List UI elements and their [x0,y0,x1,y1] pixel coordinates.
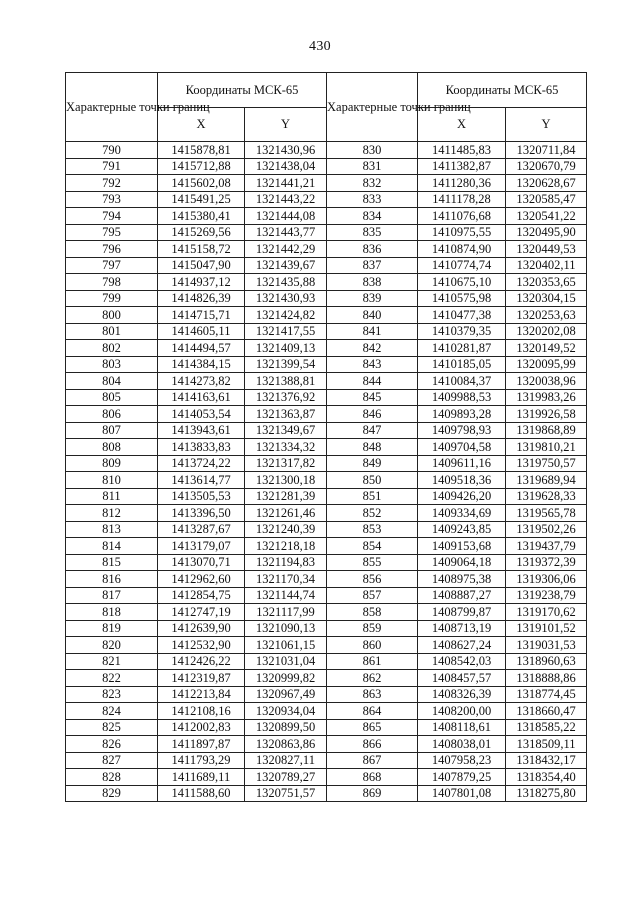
y-value-left: 1321388,81 [245,373,327,390]
point-number-left: 807 [66,422,158,439]
y-value-right: 1319101,52 [506,620,587,637]
point-number-left: 813 [66,521,158,538]
point-number-left: 826 [66,736,158,753]
y-value-left: 1320967,49 [245,686,327,703]
point-number-left: 818 [66,604,158,621]
y-value-right: 1318660,47 [506,703,587,720]
y-value-right: 1318774,45 [506,686,587,703]
table-row [66,422,587,439]
point-number-left: 820 [66,637,158,654]
point-number-left: 795 [66,224,158,241]
x-header-left: X [158,108,245,142]
x-value-right: 1411485,83 [418,142,506,159]
table-row [66,653,587,670]
x-value-left: 1414053,54 [158,406,245,423]
y-value-left: 1321117,99 [245,604,327,621]
point-number-left: 812 [66,505,158,522]
x-value-left: 1411689,11 [158,769,245,786]
x-value-left: 1415380,41 [158,208,245,225]
x-value-left: 1413724,22 [158,455,245,472]
x-value-left: 1413287,67 [158,521,245,538]
x-value-right: 1410281,87 [418,340,506,357]
x-value-left: 1413179,07 [158,538,245,555]
y-value-left: 1321376,92 [245,389,327,406]
x-value-right: 1408038,01 [418,736,506,753]
coords-header-right: Координаты МСК-65 [418,73,587,108]
point-number-right: 860 [327,637,418,654]
table-row [66,257,587,274]
table-row [66,670,587,687]
point-number-left: 804 [66,373,158,390]
point-number-right: 864 [327,703,418,720]
y-value-left: 1321031,04 [245,653,327,670]
x-value-left: 1415269,56 [158,224,245,241]
table-row [66,488,587,505]
point-number-right: 836 [327,241,418,258]
y-value-left: 1320899,50 [245,719,327,736]
point-number-left: 821 [66,653,158,670]
x-value-left: 1414384,15 [158,356,245,373]
y-value-right: 1320449,53 [506,241,587,258]
y-value-right: 1318354,40 [506,769,587,786]
point-number-right: 847 [327,422,418,439]
x-value-left: 1415158,72 [158,241,245,258]
point-number-left: 798 [66,274,158,291]
y-value-right: 1319810,21 [506,439,587,456]
x-value-right: 1410874,90 [418,241,506,258]
y-value-right: 1319170,62 [506,604,587,621]
x-value-right: 1409704,58 [418,439,506,456]
table-row [66,373,587,390]
table-row [66,719,587,736]
y-value-right: 1319565,78 [506,505,587,522]
point-number-left: 817 [66,587,158,604]
y-value-right: 1318585,22 [506,719,587,736]
y-value-left: 1320751,57 [245,785,327,802]
x-value-right: 1408713,19 [418,620,506,637]
point-number-right: 852 [327,505,418,522]
y-value-right: 1320402,11 [506,257,587,274]
y-value-right: 1318275,80 [506,785,587,802]
point-number-right: 853 [327,521,418,538]
table-row [66,406,587,423]
table-body [66,142,587,802]
points-header-right: Характерные точки границ [327,73,418,142]
point-number-left: 790 [66,142,158,159]
x-value-left: 1414605,11 [158,323,245,340]
y-value-left: 1321424,82 [245,307,327,324]
x-value-left: 1414826,39 [158,290,245,307]
y-value-right: 1319031,53 [506,637,587,654]
x-value-left: 1414163,61 [158,389,245,406]
point-number-left: 791 [66,158,158,175]
point-number-right: 855 [327,554,418,571]
table-row [66,571,587,588]
y-value-right: 1320095,99 [506,356,587,373]
y-header-right: Y [506,108,587,142]
y-value-right: 1319238,79 [506,587,587,604]
table-row [66,274,587,291]
point-number-left: 827 [66,752,158,769]
table-row [66,356,587,373]
y-value-right: 1319983,26 [506,389,587,406]
y-value-left: 1321439,67 [245,257,327,274]
x-value-left: 1411588,60 [158,785,245,802]
coordinates-table [65,72,587,802]
x-value-right: 1411076,68 [418,208,506,225]
point-number-right: 834 [327,208,418,225]
point-number-right: 844 [327,373,418,390]
y-value-left: 1321409,13 [245,340,327,357]
point-number-left: 805 [66,389,158,406]
y-value-left: 1321441,21 [245,175,327,192]
y-value-right: 1320304,15 [506,290,587,307]
table-row [66,340,587,357]
point-number-right: 867 [327,752,418,769]
y-value-left: 1321442,29 [245,241,327,258]
table-row [66,703,587,720]
x-value-right: 1408799,87 [418,604,506,621]
point-number-left: 819 [66,620,158,637]
x-value-left: 1412639,90 [158,620,245,637]
y-value-left: 1321444,08 [245,208,327,225]
x-value-right: 1408542,03 [418,653,506,670]
x-value-left: 1411793,29 [158,752,245,769]
y-value-left: 1321417,55 [245,323,327,340]
point-number-right: 841 [327,323,418,340]
x-value-left: 1412962,60 [158,571,245,588]
x-value-right: 1409243,85 [418,521,506,538]
x-value-right: 1411280,36 [418,175,506,192]
x-value-right: 1409893,28 [418,406,506,423]
y-value-left: 1321399,54 [245,356,327,373]
x-value-left: 1413070,71 [158,554,245,571]
y-value-right: 1319502,26 [506,521,587,538]
point-number-right: 863 [327,686,418,703]
table-row [66,769,587,786]
y-value-left: 1321438,04 [245,158,327,175]
y-value-left: 1321090,13 [245,620,327,637]
point-number-right: 830 [327,142,418,159]
table-row [66,290,587,307]
y-value-left: 1321443,22 [245,191,327,208]
table-row [66,604,587,621]
point-number-right: 837 [327,257,418,274]
x-value-left: 1411897,87 [158,736,245,753]
y-value-right: 1320149,52 [506,340,587,357]
point-number-right: 851 [327,488,418,505]
x-value-left: 1413614,77 [158,472,245,489]
x-value-left: 1415602,08 [158,175,245,192]
x-value-left: 1413396,50 [158,505,245,522]
point-number-right: 856 [327,571,418,588]
table-row [66,538,587,555]
x-value-right: 1410774,74 [418,257,506,274]
x-value-left: 1412426,22 [158,653,245,670]
y-value-right: 1320541,22 [506,208,587,225]
table-row [66,175,587,192]
x-value-left: 1412532,90 [158,637,245,654]
table-row [66,241,587,258]
y-value-left: 1320999,82 [245,670,327,687]
table-row [66,142,587,159]
table-row [66,785,587,802]
y-value-right: 1320628,67 [506,175,587,192]
x-value-left: 1414494,57 [158,340,245,357]
point-number-right: 843 [327,356,418,373]
x-value-left: 1415047,90 [158,257,245,274]
y-value-right: 1319372,39 [506,554,587,571]
x-value-right: 1409426,20 [418,488,506,505]
x-value-left: 1413505,53 [158,488,245,505]
table-row [66,752,587,769]
point-number-left: 814 [66,538,158,555]
point-number-right: 862 [327,670,418,687]
x-value-right: 1410575,98 [418,290,506,307]
y-value-left: 1321170,34 [245,571,327,588]
point-number-right: 838 [327,274,418,291]
y-value-right: 1318888,86 [506,670,587,687]
x-value-right: 1410185,05 [418,356,506,373]
x-header-right: X [418,108,506,142]
y-value-left: 1321443,77 [245,224,327,241]
table-row [66,455,587,472]
point-number-left: 792 [66,175,158,192]
x-value-right: 1408975,38 [418,571,506,588]
y-value-left: 1321218,18 [245,538,327,555]
point-number-right: 868 [327,769,418,786]
y-value-right: 1320253,63 [506,307,587,324]
point-number-left: 793 [66,191,158,208]
point-number-right: 865 [327,719,418,736]
x-value-left: 1412747,19 [158,604,245,621]
point-number-right: 857 [327,587,418,604]
x-value-left: 1415878,81 [158,142,245,159]
x-value-right: 1409611,16 [418,455,506,472]
y-value-left: 1321430,93 [245,290,327,307]
point-number-left: 794 [66,208,158,225]
point-number-left: 822 [66,670,158,687]
x-value-left: 1412002,83 [158,719,245,736]
y-value-left: 1320827,11 [245,752,327,769]
point-number-right: 854 [327,538,418,555]
point-number-left: 800 [66,307,158,324]
y-value-left: 1320863,86 [245,736,327,753]
x-value-right: 1408627,24 [418,637,506,654]
point-number-left: 808 [66,439,158,456]
point-number-right: 832 [327,175,418,192]
y-value-right: 1319689,94 [506,472,587,489]
point-number-left: 824 [66,703,158,720]
point-number-left: 801 [66,323,158,340]
y-value-right: 1320711,84 [506,142,587,159]
y-value-left: 1321430,96 [245,142,327,159]
y-value-right: 1319306,06 [506,571,587,588]
y-value-left: 1321194,83 [245,554,327,571]
y-value-left: 1321435,88 [245,274,327,291]
point-number-right: 831 [327,158,418,175]
point-number-right: 858 [327,604,418,621]
table-row [66,439,587,456]
x-value-right: 1407958,23 [418,752,506,769]
point-number-right: 846 [327,406,418,423]
table-row [66,323,587,340]
point-number-right: 833 [327,191,418,208]
y-value-right: 1320202,08 [506,323,587,340]
x-value-right: 1408118,61 [418,719,506,736]
x-value-right: 1408200,00 [418,703,506,720]
y-value-right: 1320670,79 [506,158,587,175]
y-value-right: 1319868,89 [506,422,587,439]
point-number-left: 810 [66,472,158,489]
point-number-left: 828 [66,769,158,786]
y-value-right: 1319628,33 [506,488,587,505]
x-value-right: 1409153,68 [418,538,506,555]
x-value-right: 1408326,39 [418,686,506,703]
table-row [66,224,587,241]
y-value-left: 1321261,46 [245,505,327,522]
point-number-left: 797 [66,257,158,274]
point-number-right: 861 [327,653,418,670]
y-value-right: 1320585,47 [506,191,587,208]
point-number-right: 850 [327,472,418,489]
point-number-right: 848 [327,439,418,456]
x-value-left: 1413943,61 [158,422,245,439]
points-header-left: Характерные точки границ [66,73,158,142]
y-value-right: 1320038,96 [506,373,587,390]
table-row [66,637,587,654]
point-number-right: 866 [327,736,418,753]
y-value-left: 1321281,39 [245,488,327,505]
y-value-right: 1320353,65 [506,274,587,291]
x-value-right: 1408457,57 [418,670,506,687]
table-row [66,554,587,571]
table-row [66,389,587,406]
point-number-left: 802 [66,340,158,357]
y-value-left: 1321240,39 [245,521,327,538]
x-value-left: 1415491,25 [158,191,245,208]
x-value-right: 1407801,08 [418,785,506,802]
x-value-left: 1412319,87 [158,670,245,687]
x-value-right: 1411178,28 [418,191,506,208]
point-number-right: 849 [327,455,418,472]
x-value-right: 1410477,38 [418,307,506,324]
y-value-left: 1321363,87 [245,406,327,423]
table-row [66,472,587,489]
y-value-left: 1321300,18 [245,472,327,489]
x-value-right: 1409064,18 [418,554,506,571]
x-value-left: 1414715,71 [158,307,245,324]
point-number-left: 809 [66,455,158,472]
x-value-right: 1410379,35 [418,323,506,340]
table-row [66,521,587,538]
point-number-right: 842 [327,340,418,357]
y-value-left: 1320789,27 [245,769,327,786]
y-value-left: 1321317,82 [245,455,327,472]
point-number-left: 829 [66,785,158,802]
x-value-right: 1410084,37 [418,373,506,390]
x-value-right: 1407879,25 [418,769,506,786]
point-number-left: 796 [66,241,158,258]
y-value-left: 1320934,04 [245,703,327,720]
y-value-left: 1321144,74 [245,587,327,604]
y-value-right: 1318432,17 [506,752,587,769]
table-row [66,505,587,522]
x-value-left: 1414937,12 [158,274,245,291]
y-value-left: 1321334,32 [245,439,327,456]
table-header-row [66,73,587,108]
point-number-right: 869 [327,785,418,802]
point-number-right: 839 [327,290,418,307]
x-value-right: 1409518,36 [418,472,506,489]
coords-header-left: Координаты МСК-65 [158,73,327,108]
x-value-right: 1410675,10 [418,274,506,291]
x-value-right: 1408887,27 [418,587,506,604]
x-value-left: 1414273,82 [158,373,245,390]
point-number-right: 835 [327,224,418,241]
y-value-left: 1321061,15 [245,637,327,654]
table-row [66,587,587,604]
table-row [66,208,587,225]
y-value-right: 1318960,63 [506,653,587,670]
x-value-right: 1410975,55 [418,224,506,241]
point-number-right: 859 [327,620,418,637]
x-value-left: 1413833,83 [158,439,245,456]
x-value-left: 1412213,84 [158,686,245,703]
y-value-right: 1319926,58 [506,406,587,423]
y-value-left: 1321349,67 [245,422,327,439]
y-value-right: 1319437,79 [506,538,587,555]
table-row [66,191,587,208]
point-number-left: 815 [66,554,158,571]
table-row [66,620,587,637]
x-value-right: 1409334,69 [418,505,506,522]
x-value-left: 1415712,88 [158,158,245,175]
x-value-right: 1409988,53 [418,389,506,406]
point-number-left: 823 [66,686,158,703]
y-value-right: 1319750,57 [506,455,587,472]
table-row [66,736,587,753]
point-number-left: 803 [66,356,158,373]
page-number: 430 [309,39,331,54]
point-number-left: 799 [66,290,158,307]
point-number-left: 816 [66,571,158,588]
x-value-left: 1412108,16 [158,703,245,720]
x-value-right: 1411382,87 [418,158,506,175]
table-row [66,158,587,175]
point-number-right: 845 [327,389,418,406]
x-value-right: 1409798,93 [418,422,506,439]
table-row [66,307,587,324]
y-value-right: 1318509,11 [506,736,587,753]
x-value-left: 1412854,75 [158,587,245,604]
point-number-left: 806 [66,406,158,423]
y-value-right: 1320495,90 [506,224,587,241]
point-number-left: 811 [66,488,158,505]
point-number-left: 825 [66,719,158,736]
point-number-right: 840 [327,307,418,324]
y-header-left: Y [245,108,327,142]
table-row [66,686,587,703]
